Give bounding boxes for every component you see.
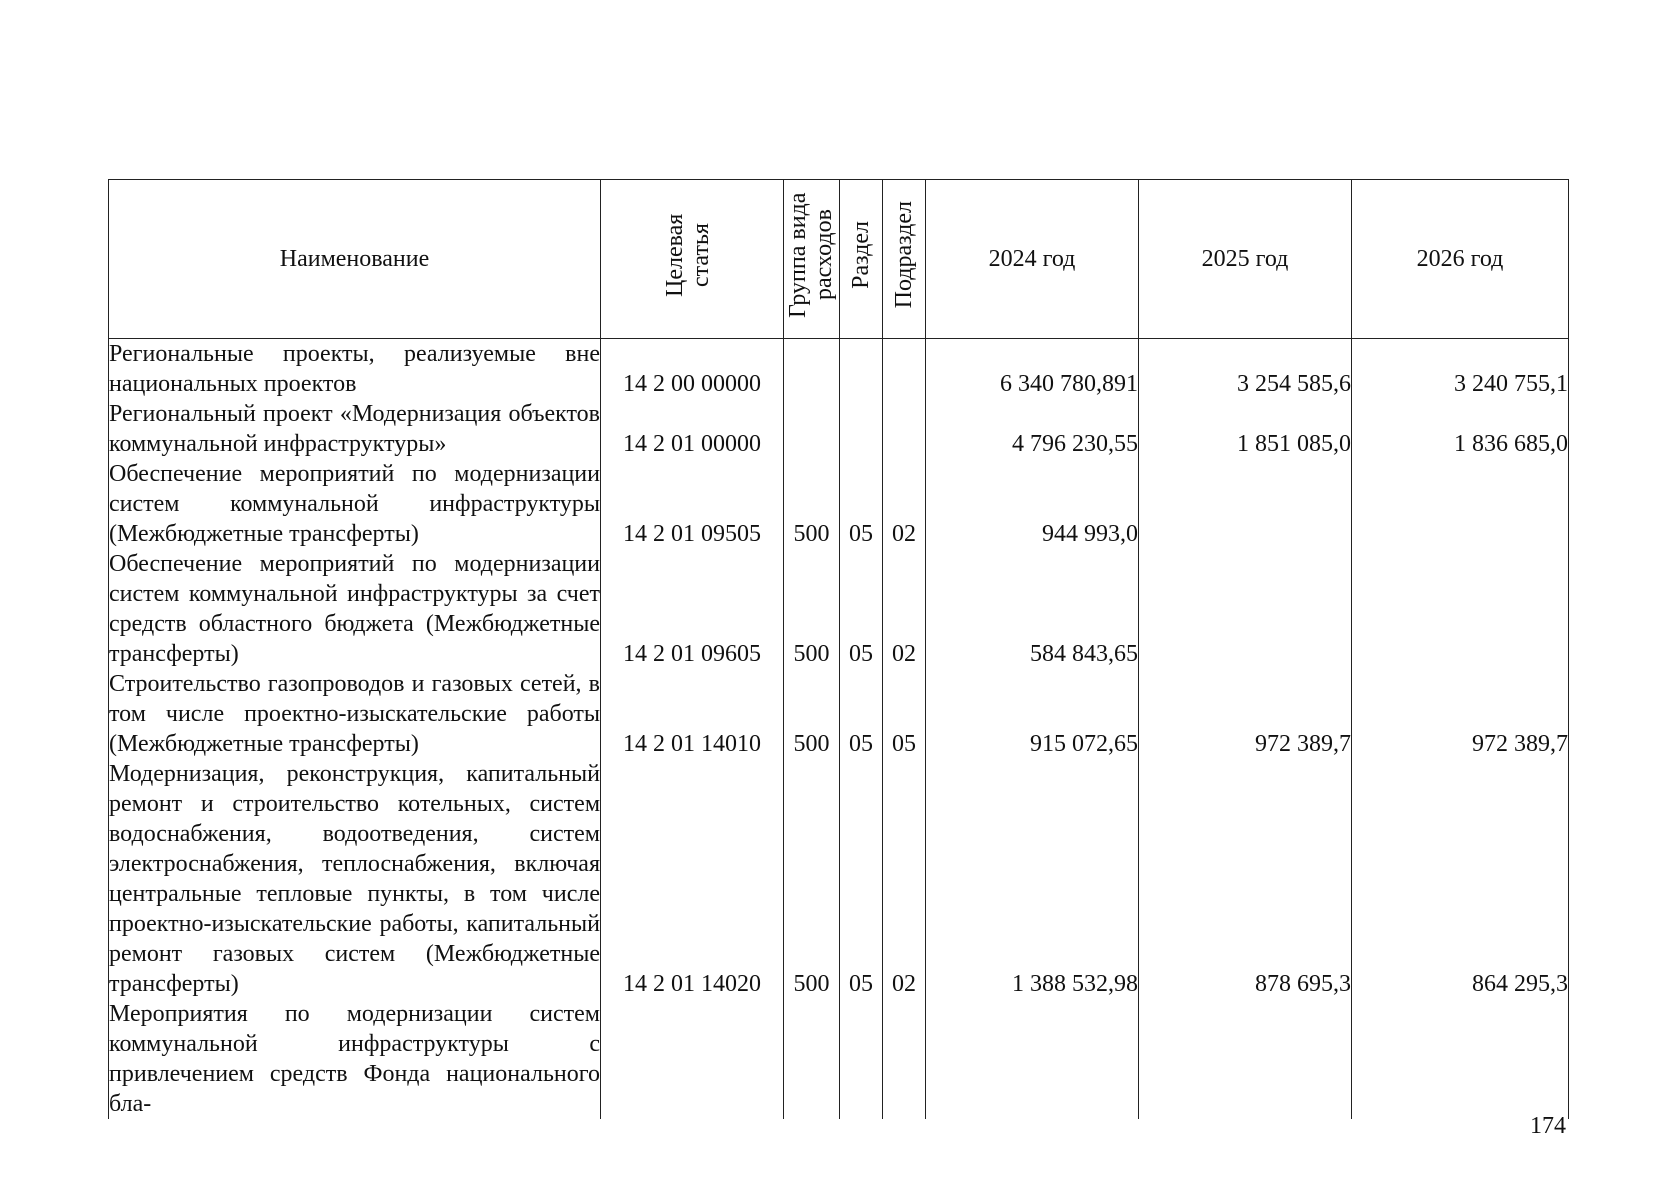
row-subsection [883,339,926,400]
table-header-row [109,180,1569,339]
row-value-2025 [1139,549,1352,669]
row-name: Строительство газопроводов и газовых сетей, в том числе проектно-изыскательские работы (Межбюджетные трансферты) [109,671,600,757]
row-value-2026: 864 295,3 [1352,759,1569,999]
page-number: 174 [1530,1113,1566,1139]
row-name: Обеспечение мероприятий по модернизации систем коммунальной инфраструктуры (Межбюджетные трансферты) [109,461,600,547]
row-target-article [601,999,784,1119]
row-value-2024: 915 072,65 [926,669,1139,759]
row-expense-group: 500 [784,459,840,549]
table-row [109,759,1569,999]
row-value-2025 [1139,999,1352,1119]
header-section: Раздел [840,180,883,339]
row-subsection: 05 [883,669,926,759]
row-value-2024: 4 796 230,55 [926,399,1139,459]
row-target-article: 14 2 01 14010 [601,669,784,759]
row-value-2025 [1139,459,1352,549]
row-value-2024: 584 843,65 [926,549,1139,669]
row-section: 05 [840,549,883,669]
row-target-article: 14 2 01 14020 [601,759,784,999]
row-section: 05 [840,459,883,549]
row-value-2026 [1352,999,1569,1119]
row-value-2025: 1 851 085,0 [1139,399,1352,459]
row-subsection [883,399,926,459]
row-expense-group [784,999,840,1119]
header-target-article: Целевая статья [601,180,784,339]
row-value-2026: 3 240 755,1 [1352,339,1569,400]
row-subsection: 02 [883,759,926,999]
row-value-2026 [1352,459,1569,549]
row-section [840,399,883,459]
header-subsection: Подраздел [883,180,926,339]
row-name: Мероприятия по модернизации систем коммунальной инфраструктуры с привлечением средств Фонда национального бла- [109,1001,600,1117]
row-value-2025: 3 254 585,6 [1139,339,1352,400]
row-subsection: 02 [883,459,926,549]
row-expense-group [784,399,840,459]
row-value-2026: 972 389,7 [1352,669,1569,759]
header-year-2026: 2026 год [1352,180,1569,339]
table-row [109,669,1569,759]
row-section: 05 [840,759,883,999]
table-row [109,459,1569,549]
row-target-article: 14 2 00 00000 [601,339,784,400]
budget-table [108,179,1569,1119]
row-target-article: 14 2 01 00000 [601,399,784,459]
header-name: Наименование [109,180,601,339]
header-year-2024: 2024 год [926,180,1139,339]
table-row [109,549,1569,669]
row-subsection: 02 [883,549,926,669]
row-name: Модернизация, реконструкция, капитальный ремонт и строительство котельных, систем водоснабжения, водоотведения, систем электроснабжения, теплоснабжения, включая центральные тепловые пункты, в том числе проектно-изыскательские работы, капитальный ремонт газовых систем (Межбюджетные трансферты) [109,761,600,997]
row-expense-group [784,339,840,400]
row-value-2025: 972 389,7 [1139,669,1352,759]
row-subsection [883,999,926,1119]
row-value-2024: 6 340 780,891 [926,339,1139,400]
row-section [840,339,883,400]
row-expense-group: 500 [784,759,840,999]
row-value-2025: 878 695,3 [1139,759,1352,999]
row-value-2026: 1 836 685,0 [1352,399,1569,459]
row-value-2024: 944 993,0 [926,459,1139,549]
row-value-2026 [1352,549,1569,669]
row-name: Обеспечение мероприятий по модернизации систем коммунальной инфраструктуры за счет средств областного бюджета (Межбюджетные трансферты) [109,551,600,667]
row-expense-group: 500 [784,549,840,669]
row-section [840,999,883,1119]
header-year-2025: 2025 год [1139,180,1352,339]
row-value-2024 [926,999,1139,1119]
row-target-article: 14 2 01 09605 [601,549,784,669]
table-row [109,339,1569,400]
row-name: Региональный проект «Модернизация объектов коммунальной инфраструктуры» [109,401,600,457]
row-value-2024: 1 388 532,98 [926,759,1139,999]
row-target-article: 14 2 01 09505 [601,459,784,549]
header-expense-group: Группа вида расходов [784,180,840,339]
table-row [109,399,1569,459]
row-section: 05 [840,669,883,759]
row-name: Региональные проекты, реализуемые вне национальных проектов [109,339,601,400]
table-row [109,999,1569,1119]
row-expense-group: 500 [784,669,840,759]
